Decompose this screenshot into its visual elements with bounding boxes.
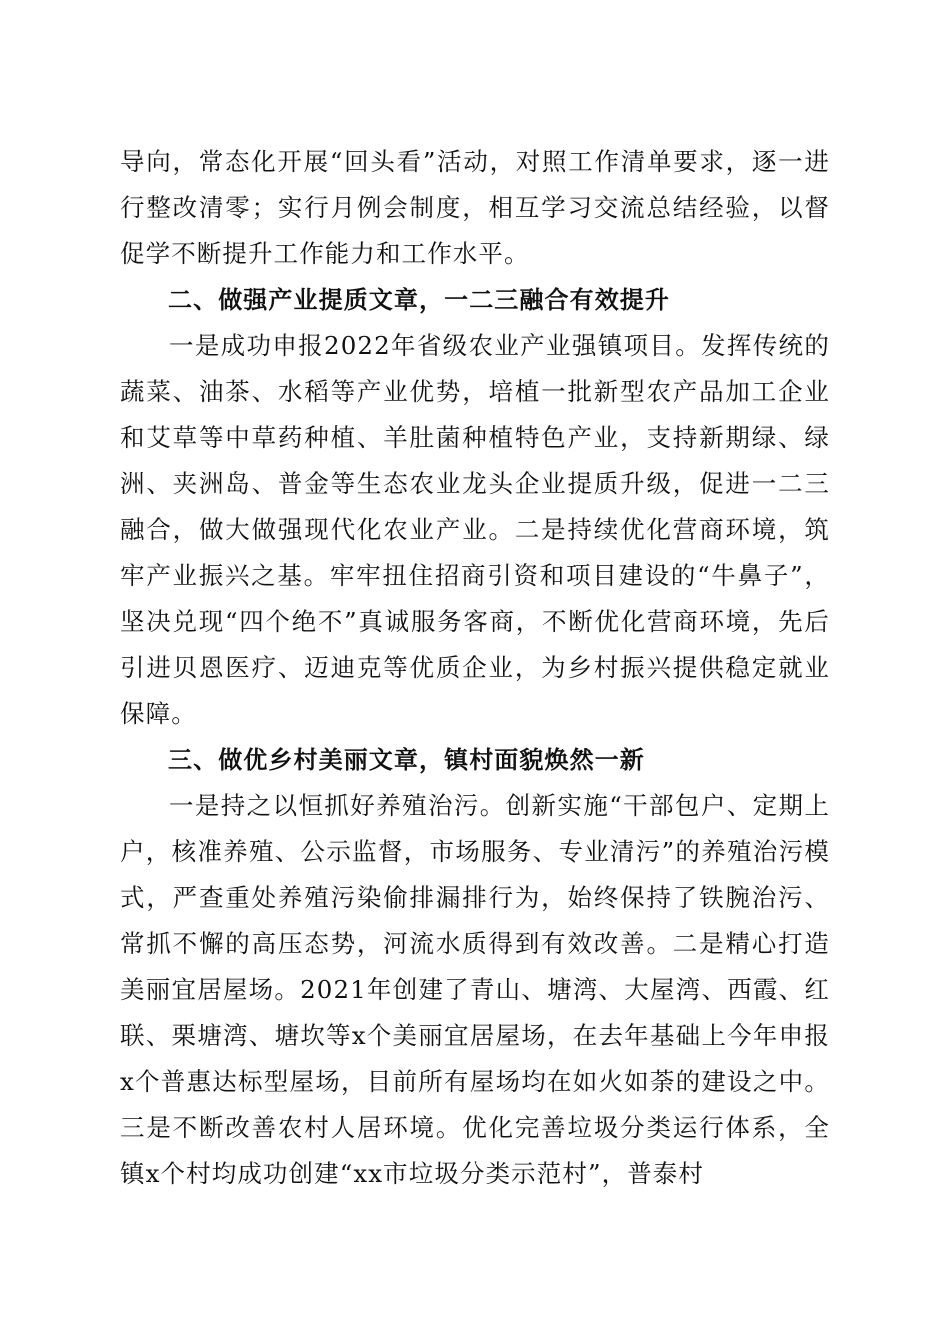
document-body: [120, 139, 830, 1197]
paragraph-village: 一是持之以恒抓好养殖治污。创新实施“干部包户、定期上户，核准养殖、公示监督，市场服务、专业清污”的养殖治污模式，严查重处养殖污染偷排漏排行为，始终保持了铁腕治污、常抓不懈的高压态势，河流水质得到有效改善。二是精心打造美丽宜居屋场。2021年创建了青山、塘湾、大屋湾、西霞、红联、栗塘湾、塘坎等x个美丽宜居屋场，在去年基础上今年申报x个普惠达标型屋场，目前所有屋场均在如火如荼的建设之中。三是不断改善农村人居环境。优化完善垃圾分类运行体系，全镇x个村均成功创建“xx市垃圾分类示范村”，普泰村: [120, 791, 830, 1188]
section-heading-village: 三、做优乡村美丽文章，镇村面貌焕然一新: [168, 746, 645, 774]
paragraph-continuation: 导向，常态化开展“回头看”活动，对照工作清单要求，逐一进行整改清零；实行月例会制度，相互学习交流总结经验，以督促学不断提升工作能力和工作水平。: [120, 147, 830, 268]
section-heading-industry: 二、做强产业提质文章，一二三融合有效提升: [168, 286, 670, 314]
paragraph-industry: 一是成功申报2022年省级农业产业强镇项目。发挥传统的蔬菜、油茶、水稻等产业优势，培植一批新型农产品加工企业和艾草等中草药种植、羊肚菌种植特色产业，支持新期绿、绿洲、夹洲岛、普金等生态农业龙头企业提质升级，促进一二三融合，做大做强现代化农业产业。二是持续优化营商环境，筑牢产业振兴之基。牢牢扭住招商引资和项目建设的“牛鼻子”，坚决兑现“四个绝不”真诚服务客商，不断优化营商环境，先后引进贝恩医疗、迈迪克等优质企业，为乡村振兴提供稳定就业保障。: [120, 331, 830, 728]
